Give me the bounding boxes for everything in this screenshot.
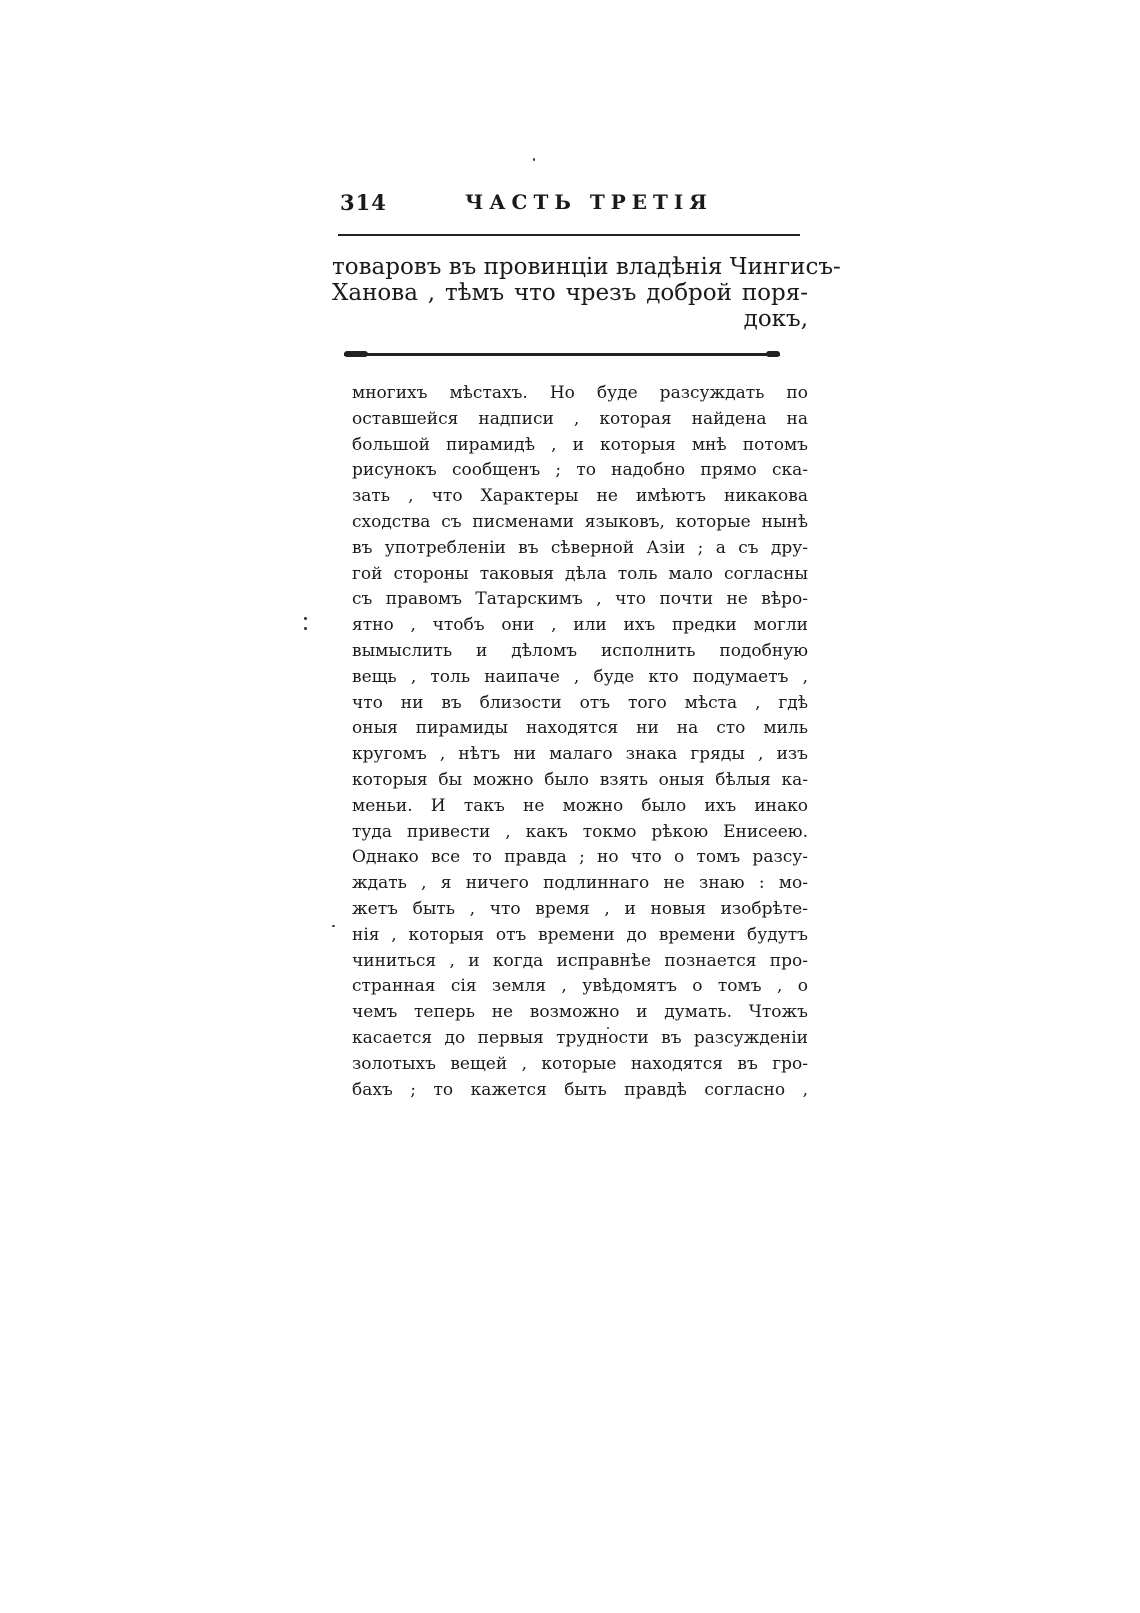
text-line: гой стороны таковыя дѣла толь мало согласны <box>352 563 808 584</box>
text-line: ятно , чтобъ они , или ихъ предки могли <box>352 615 808 636</box>
section-divider <box>344 353 780 356</box>
text-line: многихъ мѣстахъ. Но буде разсуждать по <box>352 383 808 403</box>
text-line: чиниться , и когда исправнѣе познается про- <box>352 950 808 971</box>
text-line: Однако все то правда ; но что о томъ разсу- <box>352 847 808 868</box>
text-line: что ни въ близости отъ того мѣста , гдѣ <box>352 692 808 713</box>
text-line: товаровъ въ провинцiи владѣнiя Чингисъ- <box>332 254 841 280</box>
page-header <box>340 190 810 230</box>
text-line: золотыхъ вещей , которые находятся въ гро- <box>352 1053 808 1074</box>
text-line: чемъ теперь не возможно и думать. Чтожъ <box>352 1002 808 1023</box>
text-line: туда привести , какъ токмо рѣкою Енисеею. <box>352 821 808 842</box>
print-speck <box>533 158 535 161</box>
page-number: 314 <box>340 190 387 215</box>
text-line: оставшейся надписи , которая найдена на <box>352 408 808 429</box>
print-speck <box>304 627 307 630</box>
text-line: странная сiя земля , увѣдомятъ о томъ , о <box>352 976 808 997</box>
continuation-text <box>332 254 841 332</box>
text-line: меньи. И такъ не можно было ихъ инако <box>352 795 808 816</box>
text-line: съ правомъ Татарскимъ , что почти не вѣро- <box>352 589 808 610</box>
text-line: жетъ быть , что время , и новыя изобрѣте- <box>352 898 808 919</box>
body-text <box>352 381 808 1103</box>
text-line: касается до первыя трудности въ разсужденiи <box>352 1027 808 1048</box>
text-line: въ употребленiи въ сѣверной Азiи ; а съ дру- <box>352 537 808 558</box>
text-line: кругомъ , нѣтъ ни малаго знака гряды , изъ <box>352 744 808 765</box>
print-speck <box>332 925 335 927</box>
running-head: ЧАСТЬ ТРЕТIЯ <box>465 190 713 214</box>
text-line: которыя бы можно было взять оныя бѣлыя ка- <box>352 769 808 790</box>
text-line: Ханова , тѣмъ что чрезъ доброй поря- <box>332 280 808 306</box>
text-line: бахъ ; то кажется быть правдѣ согласно , <box>352 1079 808 1100</box>
text-line: докъ, <box>743 306 808 332</box>
text-line: рисунокъ сообщенъ ; то надобно прямо ска- <box>352 460 808 481</box>
text-line: вещь , толь наипаче , буде кто подумаетъ , <box>352 666 808 687</box>
text-line: ждать , я ничего подлиннаго не знаю : мо- <box>352 873 808 894</box>
text-line: нiя , которыя отъ времени до времени будутъ <box>352 924 808 945</box>
text-line: оныя пирамиды находятся ни на сто миль <box>352 718 808 739</box>
header-rule <box>338 234 800 236</box>
text-line: большой пирамидѣ , и которыя мнѣ потомъ <box>352 434 808 455</box>
print-speck <box>304 617 307 620</box>
text-line: зать , что Характеры не имѣютъ никакова <box>352 486 808 507</box>
text-line: вымыслить и дѣломъ исполнить подобную <box>352 640 808 661</box>
text-line: сходства съ писменами языковъ, которые нынѣ <box>352 511 808 532</box>
